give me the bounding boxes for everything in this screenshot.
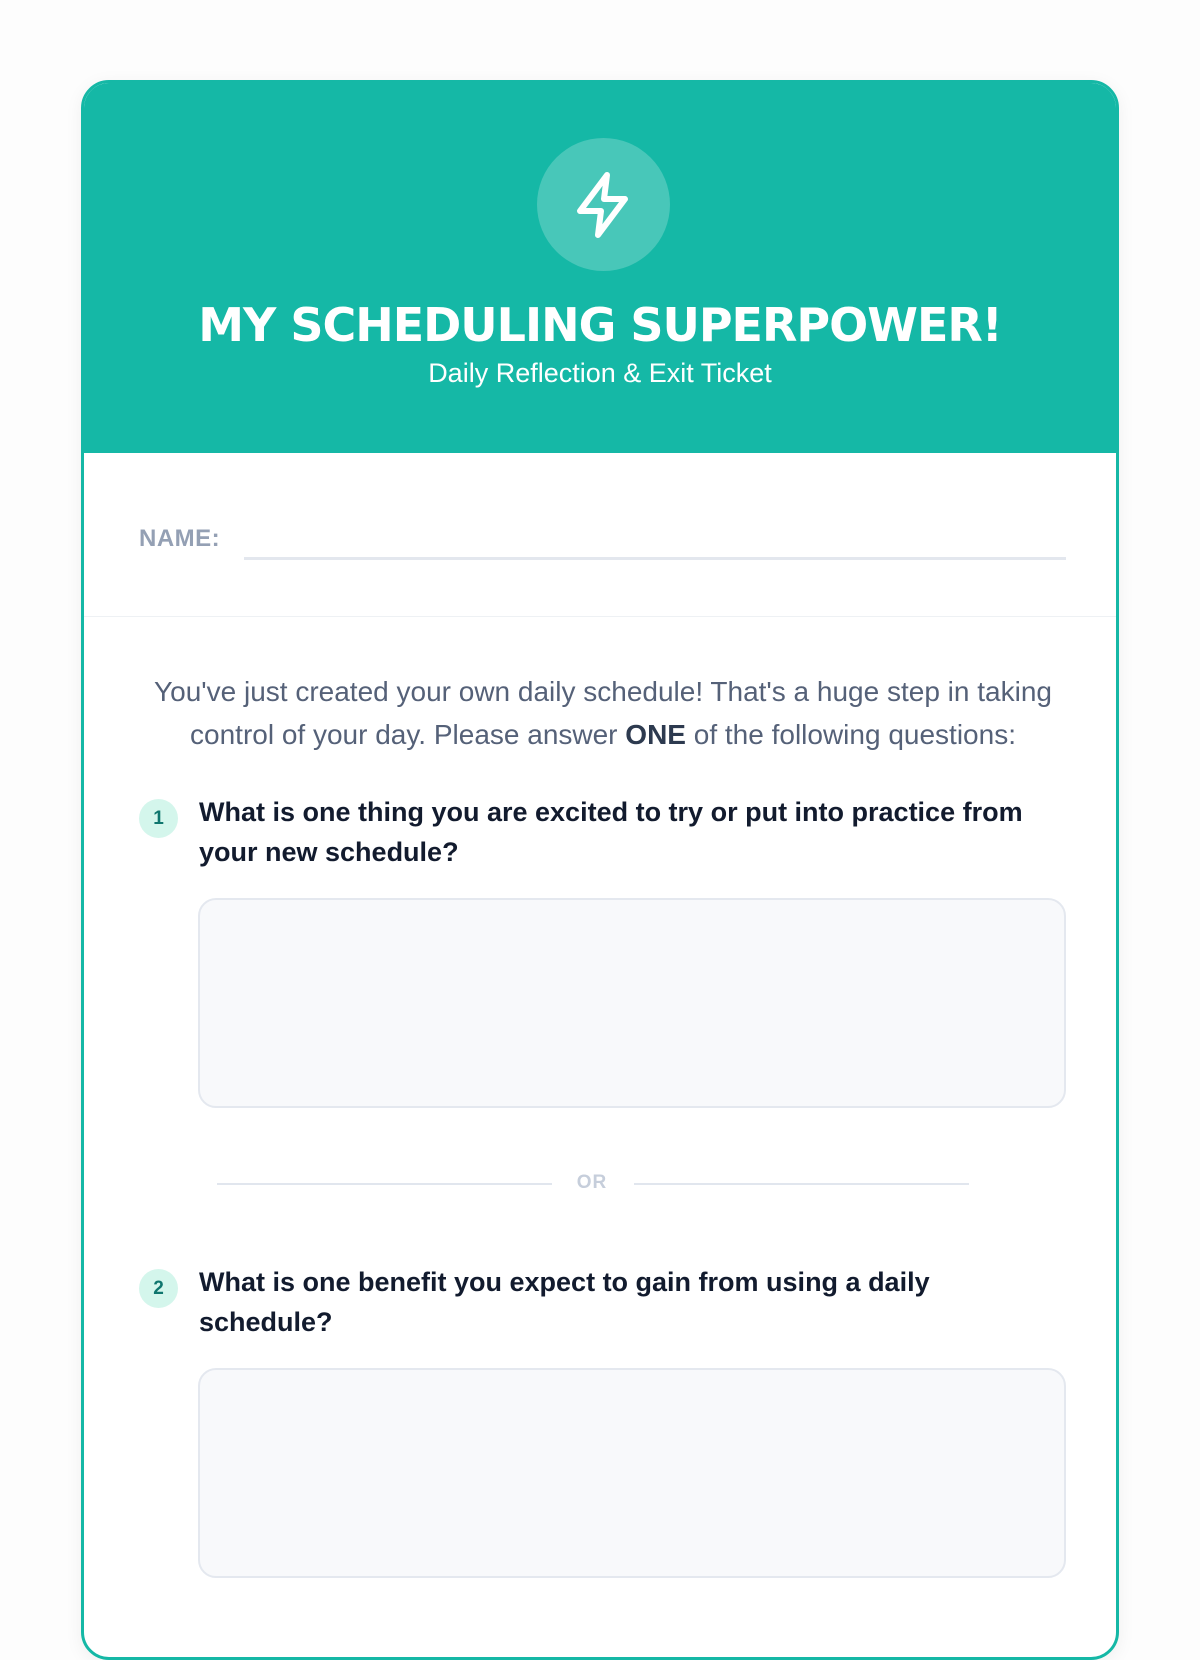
name-label: NAME: — [139, 525, 221, 552]
question-number-badge: 2 — [139, 1269, 178, 1308]
divider-or-label: OR — [576, 1172, 608, 1193]
page-title: MY SCHEDULING SUPERPOWER! — [198, 298, 1002, 352]
header-banner — [84, 83, 1116, 453]
icon-badge — [537, 138, 670, 271]
question-text: What is one benefit you expect to gain from using a daily schedule? — [199, 1267, 930, 1337]
answer-box-1[interactable] — [198, 898, 1066, 1108]
exit-ticket-card — [81, 80, 1119, 1660]
intro-text: You've just created your own daily schedule! That's a huge step in taking control of your day. Please answer — [154, 676, 1052, 750]
intro-paragraph — [124, 670, 1082, 756]
page-subtitle: Daily Reflection & Exit Ticket — [428, 358, 772, 388]
divider-line-left — [217, 1183, 552, 1185]
name-input[interactable] — [244, 513, 1066, 560]
question-number-badge: 1 — [139, 799, 178, 838]
name-row — [84, 453, 1116, 617]
intro-text-end: of the following questions: — [685, 719, 1016, 750]
divider-line-right — [634, 1183, 969, 1185]
lightning-bolt-icon — [568, 169, 640, 241]
intro-emphasis: ONE — [625, 719, 686, 750]
answer-box-2[interactable] — [198, 1368, 1066, 1578]
question-text: What is one thing you are excited to try or put into practice from your new schedule? — [199, 797, 1023, 867]
